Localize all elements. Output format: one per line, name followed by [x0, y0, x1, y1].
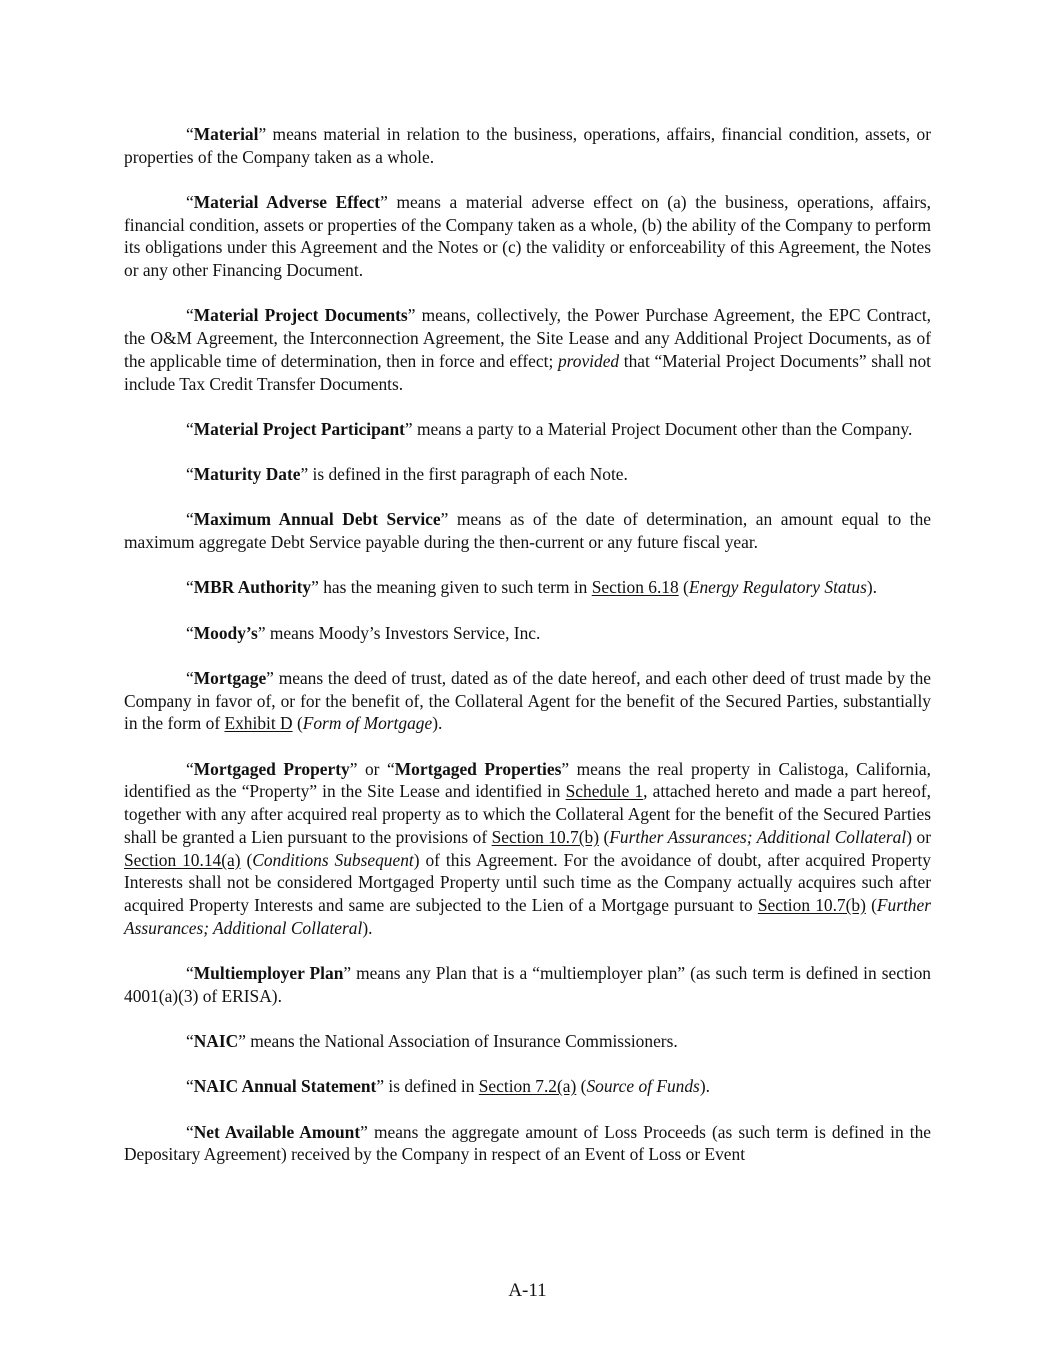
- defined-term: Maturity Date: [193, 464, 301, 485]
- body-text: “: [186, 622, 194, 643]
- section-reference-link[interactable]: Section 10.7(b): [491, 826, 599, 847]
- defined-term: Material Project Documents: [193, 305, 408, 326]
- definition-paragraph: [124, 463, 931, 486]
- definition-paragraph: [124, 508, 931, 553]
- body-text: ” means the National Association of Insurance Commissioners.: [238, 1030, 678, 1051]
- section-reference-link[interactable]: Section 10.14(a): [124, 849, 241, 870]
- body-text: (: [865, 894, 877, 915]
- defined-term: Material Project Participant: [193, 418, 405, 439]
- definition-paragraph: [124, 1075, 931, 1098]
- body-text: (: [292, 713, 303, 734]
- definition-paragraph: [124, 667, 931, 735]
- body-text: , attached hereto and made a part hereof, together with any after acquired real property as to which the Collateral Agent for the benefit of the Secured Parties shall be granted a Lien pursuant to the provisions of: [124, 781, 931, 847]
- italic-text: Further Assurances; Additional Collateral: [124, 894, 931, 938]
- body-text: “: [186, 1121, 194, 1142]
- body-text: (: [678, 577, 689, 598]
- definition-paragraph: [124, 962, 931, 1007]
- defined-term: NAIC Annual Statement: [193, 1076, 377, 1097]
- body-text: (: [240, 849, 253, 870]
- definition-paragraph: [124, 1030, 931, 1053]
- body-text: “: [186, 509, 194, 530]
- body-text: that “Material Project Documents” shall not include Tax Credit Transfer Documents.: [124, 350, 931, 394]
- defined-term: Maximum Annual Debt Service: [193, 509, 441, 530]
- defined-term: Mortgaged Property: [193, 758, 350, 779]
- body-text: (: [576, 1076, 587, 1097]
- body-text: ) of this Agreement. For the avoidance of doubt, after acquired Property Interests shall not be considered Mortgaged Property until such time as the Company actually acquires such after acquired Property Interests and same are subjected to the Lien of a Mortgage pursuant to: [124, 849, 931, 915]
- body-text: ” is defined in: [376, 1076, 479, 1097]
- section-reference-link[interactable]: Section 7.2(a): [478, 1076, 577, 1097]
- body-text: ” means the deed of trust, dated as of the date hereof, and each other deed of trust made by the Company in favor of, or for the benefit of, the Collateral Agent for the benefit of the Secured Parties, substantially in the form of: [124, 668, 931, 734]
- defined-term: MBR Authority: [193, 577, 312, 598]
- body-text: “: [186, 464, 194, 485]
- italic-text: Further Assurances; Additional Collateral: [609, 826, 907, 847]
- body-text: ” means material in relation to the business, operations, affairs, financial condition, assets, or properties of the Company taken as a whole.: [124, 124, 931, 167]
- page-number: A-11: [508, 1280, 547, 1301]
- definition-paragraph: [124, 1121, 931, 1166]
- body-text: (: [599, 826, 610, 847]
- definition-paragraph: [124, 123, 931, 168]
- defined-term: Material: [193, 124, 259, 144]
- body-text: ).: [699, 1076, 710, 1097]
- body-text: ) or: [906, 826, 931, 847]
- body-text: ).: [432, 713, 443, 734]
- definition-paragraph: [124, 304, 931, 395]
- definition-paragraph: [124, 622, 931, 645]
- italic-text: Energy Regulatory Status: [688, 577, 867, 598]
- body-text: ” means the real property in Calistoga, California, identified as the “Property” in the Site Lease and identified in: [124, 758, 932, 802]
- section-reference-link[interactable]: Exhibit D: [224, 713, 293, 734]
- defined-term: Multiemployer Plan: [193, 962, 344, 983]
- body-text: “: [186, 124, 194, 144]
- body-text: “: [186, 668, 194, 688]
- body-text: ” means as of the date of determination, an amount equal to the maximum aggregate Debt Service payable during the then-current or any future fiscal year.: [124, 509, 931, 553]
- body-text: ” means any Plan that is a “multiemployer plan” (as such term is defined in section 4001(a)(3) of ERISA).: [124, 962, 932, 1006]
- body-text: ” means a party to a Material Project Document other than the Company.: [404, 418, 913, 439]
- body-text: ).: [866, 577, 878, 598]
- definition-paragraph: [124, 576, 931, 599]
- defined-term: Net Available Amount: [193, 1121, 361, 1142]
- italic-text: provided: [557, 350, 620, 371]
- italic-text: Conditions Subsequent: [252, 849, 414, 870]
- body-text: “: [186, 1076, 194, 1097]
- body-text: ” means the aggregate amount of Loss Proceeds (as such term is defined in the Depositary Agreement) received by the Company in respect of an Event of Loss or Event: [124, 1121, 931, 1165]
- body-text: “: [186, 758, 194, 779]
- defined-term: Mortgage: [193, 668, 267, 688]
- body-text: “: [186, 305, 194, 326]
- defined-term: Material Adverse Effect: [193, 192, 381, 212]
- defined-term: Mortgaged Properties: [394, 758, 562, 779]
- body-text: “: [186, 192, 194, 212]
- defined-term: NAIC: [193, 1030, 239, 1051]
- body-text: “: [186, 418, 194, 439]
- section-reference-link[interactable]: Schedule 1: [565, 781, 644, 802]
- body-text: ” means Moody’s Investors Service, Inc.: [257, 622, 541, 643]
- definition-paragraph: [124, 191, 931, 282]
- italic-text: Form of Mortgage: [302, 713, 433, 734]
- definition-paragraph: [124, 758, 931, 940]
- defined-term: Moody’s: [193, 622, 258, 643]
- body-text: “: [186, 1030, 194, 1051]
- body-text: ” means a material adverse effect on (a) the business, operations, affairs, financial condition, assets or properties of the Company taken as a whole, (b) the ability of the Company to perform its obligations under this Agreement and the Notes or (c) the validity or enforceability of this Agreement, the Notes or any other Financing Document.: [124, 192, 932, 281]
- section-reference-link[interactable]: Section 6.18: [591, 577, 679, 598]
- section-reference-link[interactable]: Section 10.7(b): [757, 894, 866, 915]
- body-text: ” means, collectively, the Power Purchase Agreement, the EPC Contract, the O&M Agreement, the Interconnection Agreement, the Site Lease and any Additional Project Documents, as of the applicable time of determination, then in force and effect;: [124, 305, 931, 371]
- body-text: ).: [362, 917, 373, 938]
- body-text: ” has the meaning given to such term in: [311, 577, 592, 598]
- body-text: ” is defined in the first paragraph of each Note.: [300, 464, 628, 485]
- body-text: “: [186, 962, 194, 983]
- definition-paragraph: [124, 418, 931, 441]
- italic-text: Source of Funds: [586, 1076, 700, 1097]
- body-text: “: [186, 577, 194, 598]
- body-text: ” or “: [349, 758, 395, 779]
- document-page-body: [124, 123, 931, 1189]
